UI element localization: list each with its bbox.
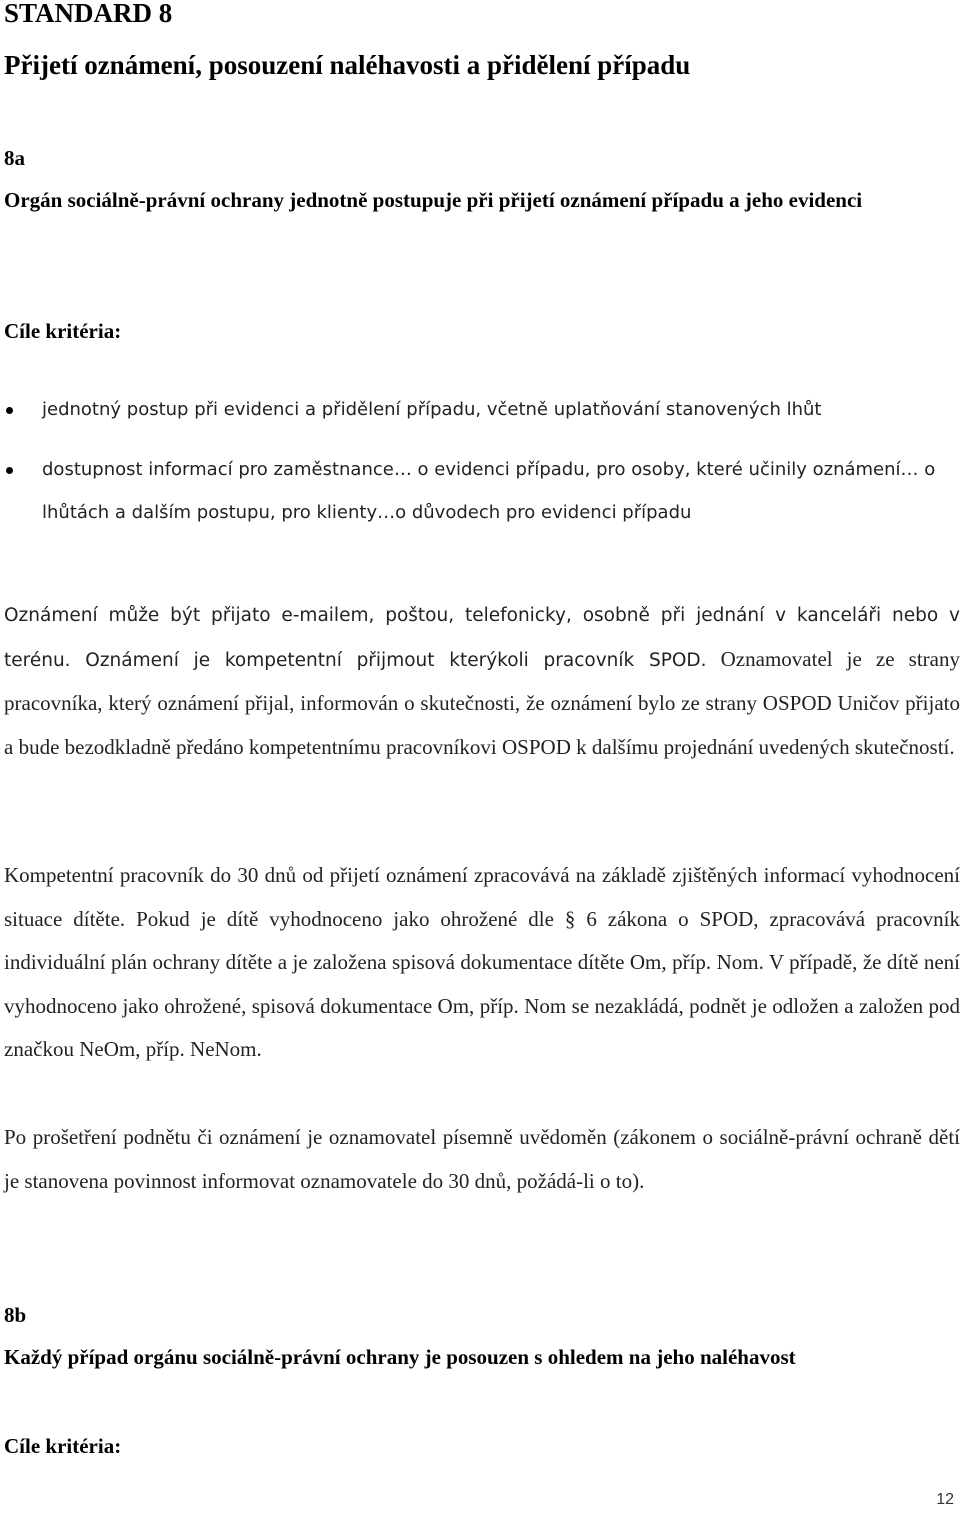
- section-8a-paragraph-2: Kompetentní pracovník do 30 dnů od přijetí oznámení zpracovává na základě zjištěných informací vyhodnocení situace dítěte. Pokud je dítě vyhodnoceno jako ohrožené dle § 6 zákona o SPOD, zpracovává pracovník individuální plán ochrany dítěte a je založena spisová dokumentace dítěte Om, příp. Nom. V případě, že dítě není vyhodnoceno jako ohrožené, spisová dokumentace Om, příp. Nom se nezakládá, podnět je odložen a založen pod značkou NeOm, příp. NeNom.: [4, 863, 960, 1061]
- section-8b-code: 8b: [4, 1303, 27, 1327]
- paragraph-1-part-b: Oznamovatel je ze strany pracovníka, který oznámení přijal, informován o skutečnosti, že oznámení bylo ze strany OSPOD Uničov přijato a bude bezodkladně předáno kompetentnímu pracovníkovi OSPOD k dalšímu projednání uvedených skutečností.: [4, 646, 960, 759]
- list-item: jednotný postup při evidenci a přidělení případu, včetně uplatňování stanovených lhůt: [0, 388, 958, 431]
- section-8a-goals-heading: Cíle kritéria:: [4, 319, 122, 343]
- section-8a-paragraph-3: Po prošetření podnětu či oznámení je oznamovatel písemně uvědoměn (zákonem o sociálně-právní ochraně dětí je stanovena povinnost informovat oznamovatele do 30 dnů, požádá-li o to).: [4, 1125, 960, 1193]
- section-8a-paragraph-1: [4, 593, 960, 769]
- section-8a-criterion: Orgán sociálně-právní ochrany jednotně postupuje při přijetí oznámení případu a jeho evidenci: [4, 188, 863, 212]
- page-number: 12: [936, 1491, 954, 1508]
- standard-title: Přijetí oznámení, posouzení naléhavosti a přidělení případu: [4, 50, 691, 80]
- paragraph-1-part-a: Oznámení může být přijato e-mailem, poštou, telefonicky, osobně při jednání v kanceláři nebo v terénu. Oznámení je kompetentní přijmout kterýkoli pracovník SPOD.: [4, 605, 960, 671]
- section-8a-code: 8a: [4, 146, 25, 170]
- section-8a-goals-list: [0, 388, 960, 534]
- section-8b-goals-heading: Cíle kritéria:: [4, 1434, 122, 1458]
- section-8b-criterion: Každý případ orgánu sociálně-právní ochrany je posouzen s ohledem na jeho naléhavost: [4, 1345, 796, 1369]
- standard-label: STANDARD 8: [4, 0, 173, 28]
- list-item: dostupnost informací pro zaměstnance… o evidenci případu, pro osoby, které učinily oznámení… o lhůtách a dalším postupu, pro klienty…o důvodech pro evidenci případu: [0, 448, 958, 534]
